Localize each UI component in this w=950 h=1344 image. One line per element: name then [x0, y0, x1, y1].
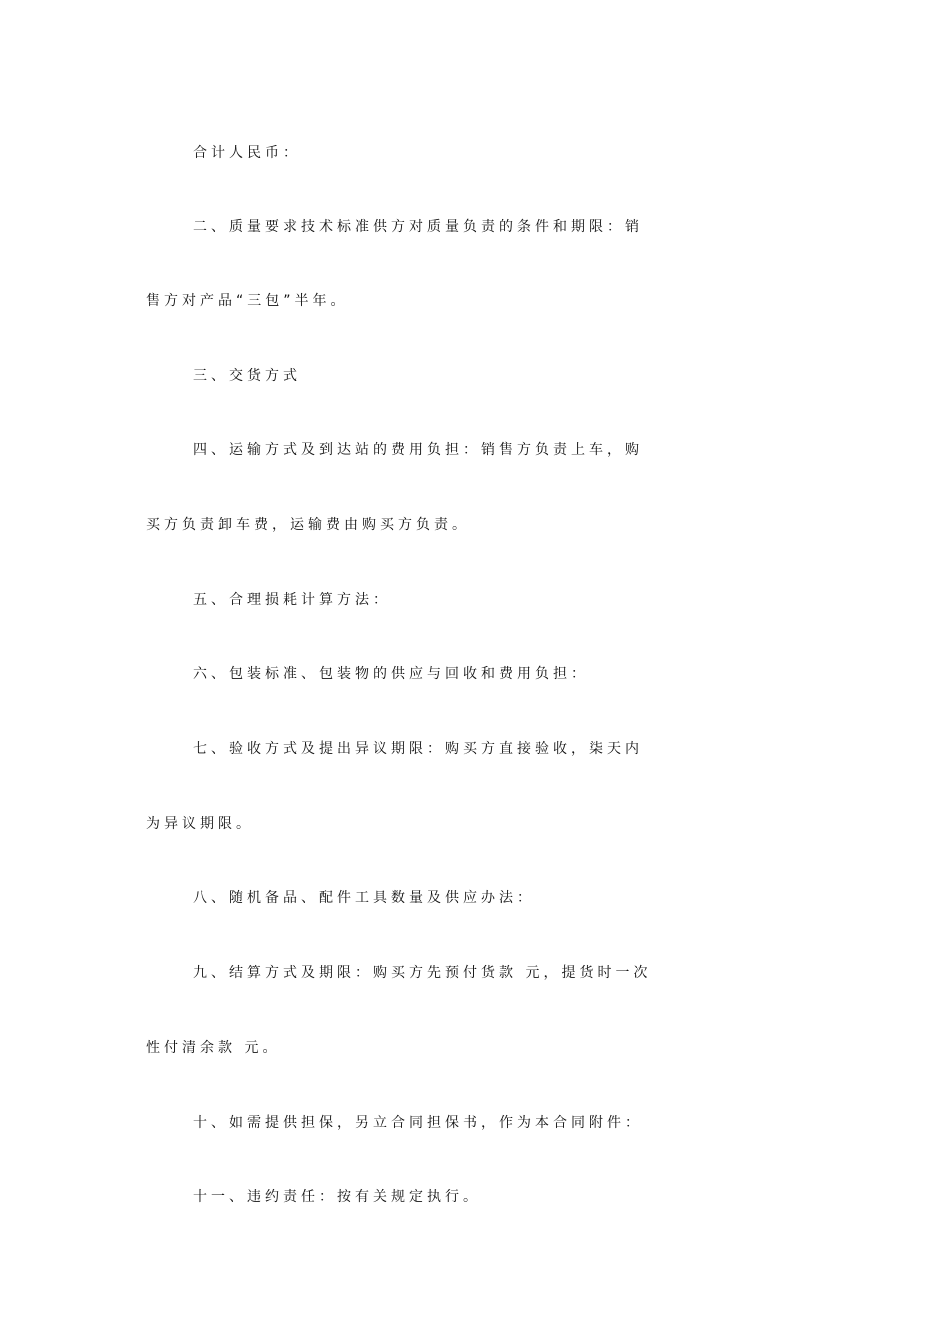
text-line-packaging: 六、包装标准、包装物的供应与回收和费用负担： [193, 666, 589, 682]
text-line-acceptance-method: 七、验收方式及提出异议期限：购买方直接验收，柒天内 [193, 741, 643, 757]
text-line-remaining-payment: 性付清余款 元。 [146, 1040, 281, 1056]
text-line-loss-calculation: 五、合理损耗计算方法： [193, 592, 391, 608]
text-line-transport-fees: 买方负责卸车费，运输费由购买方负责。 [146, 517, 470, 533]
text-line-settlement-method: 九、结算方式及期限：购买方先预付货款 元，提货时一次 [193, 965, 652, 981]
text-line-quality-requirements: 二、质量要求技术标准供方对质量负责的条件和期限：销 [193, 219, 643, 235]
text-line-transport-method: 四、运输方式及到达站的费用负担：销售方负责上车，购 [193, 442, 643, 458]
text-line-breach-liability: 十一、违约责任：按有关规定执行。 [193, 1189, 481, 1205]
text-line-spare-parts: 八、随机备品、配件工具数量及供应办法： [193, 890, 535, 906]
text-line-objection-period: 为异议期限。 [146, 816, 254, 832]
text-line-quality-warranty: 售方对产品“三包”半年。 [146, 293, 349, 309]
text-line-total-rmb: 合计人民币： [193, 145, 301, 161]
text-line-guarantee: 十、如需提供担保，另立合同担保书，作为本合同附件： [193, 1115, 643, 1131]
text-line-delivery-method: 三、交货方式 [193, 368, 301, 384]
